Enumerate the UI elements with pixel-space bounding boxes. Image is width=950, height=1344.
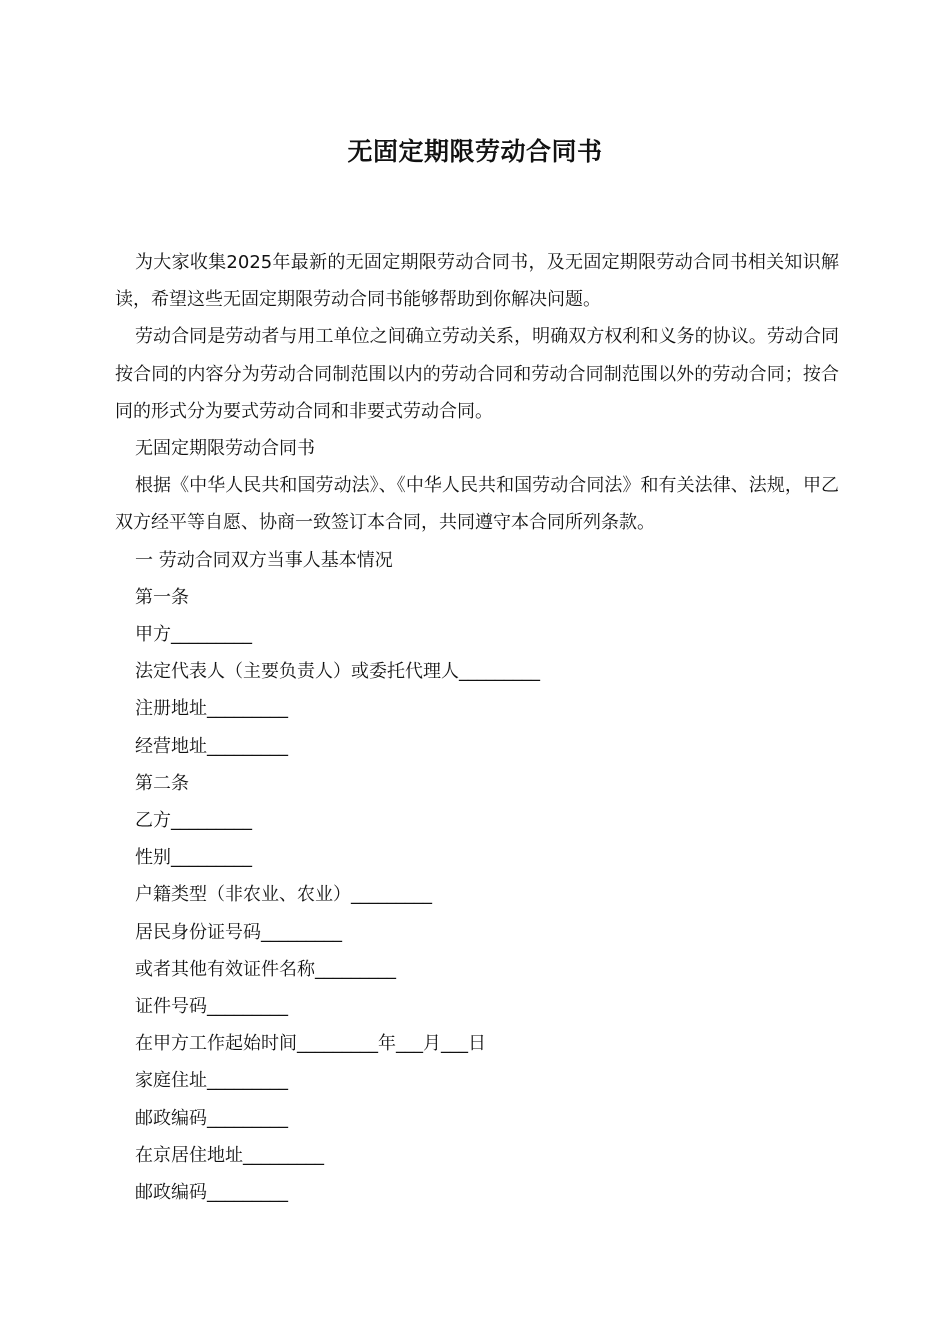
- party-b-field: 乙方_________: [135, 810, 252, 832]
- article-one-heading: 第一条: [135, 586, 189, 608]
- legal-basis-paragraph: 根据《中华人民共和国劳动法》、《中华人民共和国劳动合同法》和有关法律、法规，甲乙双方经平等自愿、协商一致签订本合同，共同遵守本合同所列条款。: [115, 475, 839, 534]
- postal-code-field-2: 邮政编码_________: [135, 1182, 288, 1204]
- intro-paragraph: 为大家收集2025年最新的无固定期限劳动合同书，及无固定期限劳动合同书相关知识解读，希望这些无固定期限劳动合同书能够帮助到你解决问题。: [115, 252, 839, 311]
- postal-code-field: 邮政编码_________: [135, 1107, 288, 1129]
- definition-paragraph: 劳动合同是劳动者与用工单位之间确立劳动关系，明确双方权利和义务的协议。劳动合同按合同的内容分为劳动合同制范围以内的劳动合同和劳动合同制范围以外的劳动合同；按合同的形式分为要式劳动合同和非要式劳动合同。: [115, 326, 839, 422]
- household-type-field: 户籍类型（非农业、农业）_________: [135, 884, 432, 906]
- other-certificate-name-field: 或者其他有效证件名称_________: [135, 958, 396, 980]
- home-address-field: 家庭住址_________: [135, 1070, 288, 1092]
- id-number-field: 居民身份证号码_________: [135, 921, 342, 943]
- contract-heading: 无固定期限劳动合同书: [135, 438, 315, 460]
- gender-field: 性别_________: [135, 847, 252, 869]
- certificate-number-field: 证件号码_________: [135, 996, 288, 1018]
- document-body: [115, 244, 839, 1211]
- registered-address-field: 注册地址_________: [135, 698, 288, 720]
- party-a-field: 甲方_________: [135, 624, 252, 646]
- article-two-heading: 第二条: [135, 772, 189, 794]
- business-address-field: 经营地址_________: [135, 735, 288, 757]
- document-title: 无固定期限劳动合同书: [347, 137, 603, 166]
- section-heading-parties: 一 劳动合同双方当事人基本情况: [135, 549, 393, 571]
- legal-representative-field: 法定代表人（主要负责人）或委托代理人_________: [135, 661, 540, 683]
- start-date-field: 在甲方工作起始时间_________年___月___日: [135, 1033, 486, 1055]
- beijing-address-field: 在京居住地址_________: [135, 1144, 324, 1166]
